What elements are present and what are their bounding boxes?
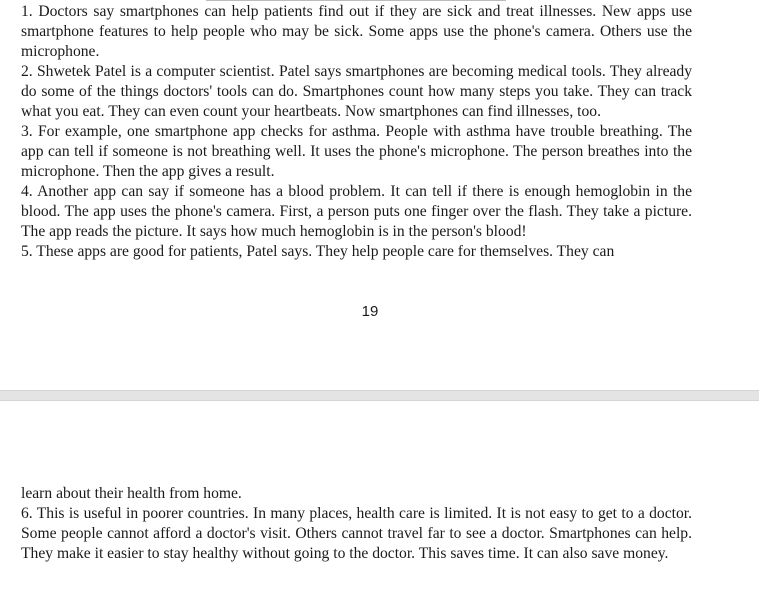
page-19-text (21, 2, 692, 262)
document-page-20 (0, 401, 759, 591)
paragraph-2: 2. Shwetek Patel is a computer scientist. Patel says smartphones are becoming medical tools. They already do some of the things doctors' tools can do. Smartphones count how many steps you take. They can track what you eat. They can even count your heartbeats. Now smartphones can find illnesses, too. (21, 63, 692, 120)
page-break-gap (0, 390, 759, 401)
paragraph-6: 6. This is useful in poorer countries. In many places, health care is limited. It is not easy to get to a doctor. Some people cannot afford a doctor's visit. Others cannot travel far to see a doctor. Smartphones can help. They make it easier to stay healthy without going to the doctor. This saves time. It can also save money. (21, 505, 692, 562)
page-top-rule (206, 0, 506, 1)
paragraph-3: 3. For example, one smartphone app checks for asthma. People with asthma have trouble breathing. The app can tell if someone is not breathing well. It uses the phone's microphone. The person breathes into the microphone. Then the app gives a result. (21, 123, 692, 180)
page-20-text (21, 484, 692, 564)
paragraph-4: 4. Another app can say if someone has a blood problem. It can tell if there is enough hemoglobin in the blood. The app uses the phone's camera. First, a person puts one finger over the flash. They take a picture. The app reads the picture. It says how much hemoglobin is in the person's blood! (21, 183, 692, 240)
paragraph-5: 5. These apps are good for patients, Patel says. They help people care for themselves. They can (21, 243, 615, 260)
paragraph-1: 1. Doctors say smartphones can help patients find out if they are sick and treat illnesses. New apps use smartphone features to help people who may be sick. Some apps use the phone's camera. Others use the microphone. (21, 3, 692, 60)
paragraph-5-continued: learn about their health from home. (21, 485, 242, 502)
page-number: 19 (361, 303, 379, 320)
